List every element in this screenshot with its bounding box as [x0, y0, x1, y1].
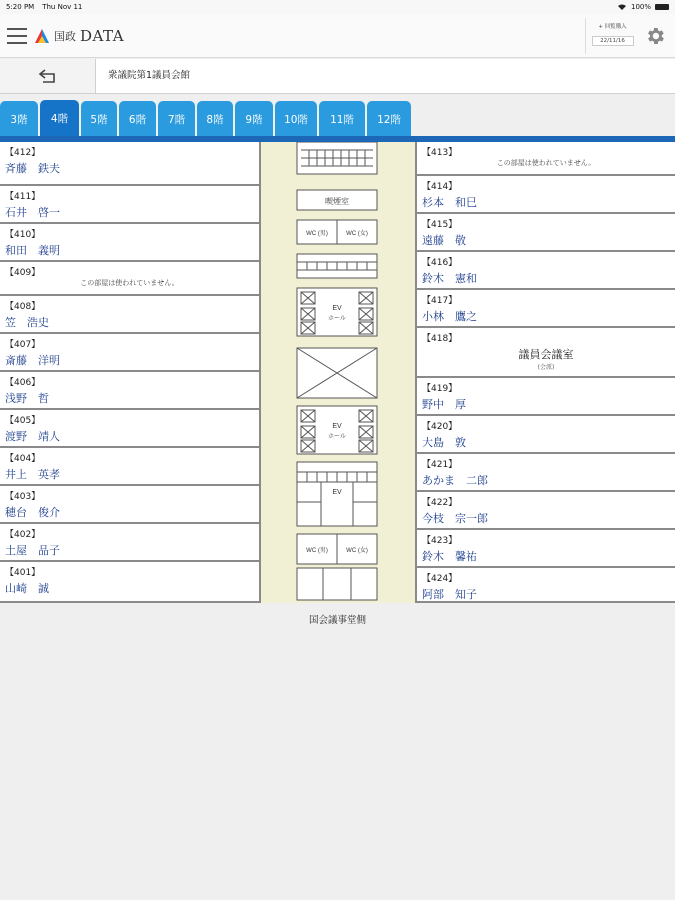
history-date: 22/11/16 [592, 36, 634, 46]
room-number: 【405】 [5, 416, 41, 426]
member-name: 大島 敦 [422, 436, 466, 449]
room-cell[interactable] [417, 214, 675, 252]
room-number: 【420】 [422, 422, 458, 432]
nav-bar [0, 59, 675, 94]
status-time: 5:20 PM [6, 3, 35, 11]
room-number: 【423】 [422, 536, 458, 546]
floor-tab[interactable]: 12階 [367, 101, 411, 137]
ev-label-2: EV [332, 423, 342, 430]
logo-text-en: DATA [80, 27, 125, 45]
room-cell[interactable] [417, 492, 675, 530]
room-number: 【406】 [5, 378, 41, 388]
floor-tab[interactable]: 9階 [235, 101, 273, 137]
app-header [0, 14, 675, 58]
member-name: 井上 英孝 [5, 468, 60, 481]
wifi-icon [617, 3, 627, 12]
room-number: 【412】 [5, 148, 41, 158]
room-cell[interactable] [0, 562, 259, 603]
room-number: 【414】 [422, 182, 458, 192]
room-number: 【424】 [422, 574, 458, 584]
battery-level: 100% [630, 3, 651, 11]
room-number: 【415】 [422, 220, 458, 230]
floor-tab[interactable]: 4階 [40, 100, 79, 137]
room-cell[interactable] [417, 252, 675, 290]
member-name: 斎藤 洋明 [5, 354, 60, 367]
meeting-room-label: 議員会議室 [518, 348, 574, 361]
room-number: 【421】 [422, 460, 458, 470]
floor-tab[interactable]: 8階 [197, 101, 233, 137]
member-name: あかま 二郎 [422, 474, 488, 487]
room-cell[interactable] [417, 328, 675, 378]
history-label: + 回覧購入 [598, 24, 627, 30]
building-core [261, 142, 415, 603]
logo-text-jp: 国政 [54, 30, 76, 43]
core-diagram [261, 142, 415, 603]
member-name: 笠 浩史 [5, 316, 49, 329]
member-name: 遠藤 敬 [422, 234, 466, 247]
room-cell[interactable] [417, 378, 675, 416]
member-name: 鈴木 憲和 [422, 272, 477, 285]
history-button[interactable] [585, 18, 639, 54]
page-title: 衆議院第1議員会館 [108, 70, 191, 81]
room-cell[interactable] [0, 334, 259, 372]
ev-hall-label-2: ホール [328, 434, 346, 440]
room-number: 【402】 [5, 530, 41, 540]
member-name: 山崎 誠 [5, 582, 49, 595]
hamburger-menu-icon[interactable] [7, 28, 27, 44]
member-name: 鈴木 馨祐 [422, 550, 477, 563]
room-number: 【418】 [422, 334, 458, 344]
floor-tab[interactable]: 6階 [119, 101, 156, 137]
room-number: 【413】 [422, 148, 458, 158]
wc-f-label-top: WC (女) [346, 231, 368, 237]
room-cell[interactable] [417, 416, 675, 454]
left-room-column [0, 142, 261, 603]
room-cell[interactable] [0, 448, 259, 486]
floor-plan [0, 142, 675, 603]
room-number: 【408】 [5, 302, 41, 312]
battery-icon [655, 4, 669, 10]
wc-m-label-bottom: WC (男) [306, 548, 328, 554]
member-name: 和田 義明 [5, 244, 60, 257]
room-cell[interactable] [417, 176, 675, 214]
floor-tab[interactable]: 3階 [0, 101, 38, 137]
storage-bottom [297, 568, 377, 600]
member-name: 浅野 哲 [5, 392, 49, 405]
floor-tab[interactable]: 7階 [158, 101, 195, 137]
floor-tabs [0, 101, 675, 137]
member-name: 土屋 品子 [5, 544, 60, 557]
member-name: 渡野 靖人 [5, 430, 60, 443]
room-cell[interactable] [0, 524, 259, 562]
wc-f-label-bottom: WC (女) [346, 548, 368, 554]
room-cell[interactable] [0, 186, 259, 224]
member-name: 小林 鷹之 [422, 310, 477, 323]
status-date: Thu Nov 11 [42, 3, 83, 11]
room-number: 【416】 [422, 258, 458, 268]
room-cell[interactable] [0, 142, 259, 186]
floor-tab[interactable]: 10階 [275, 101, 317, 137]
meeting-room-sub: (会派) [537, 364, 555, 371]
unused-notice: この部屋は使われていません。 [80, 279, 179, 287]
member-name: 斉藤 鉄夫 [5, 162, 60, 175]
member-name: 阿部 知子 [422, 588, 477, 601]
room-cell[interactable] [0, 410, 259, 448]
room-cell[interactable] [0, 224, 259, 262]
room-number: 【410】 [5, 230, 41, 240]
room-cell[interactable] [0, 262, 259, 296]
room-cell[interactable] [417, 142, 675, 176]
room-cell[interactable] [0, 486, 259, 524]
room-cell[interactable] [417, 530, 675, 568]
right-room-column [415, 142, 675, 603]
room-number: 【407】 [5, 340, 41, 350]
room-number: 【409】 [5, 268, 41, 278]
room-cell[interactable] [417, 568, 675, 603]
ev-label-1: EV [332, 305, 342, 312]
logo-triangle-icon [34, 28, 50, 44]
room-cell[interactable] [0, 296, 259, 334]
member-name: 石井 啓一 [5, 206, 60, 219]
room-cell[interactable] [417, 454, 675, 492]
app-logo [34, 27, 124, 45]
status-bar [0, 0, 675, 14]
back-button[interactable] [0, 59, 96, 93]
room-cell[interactable] [0, 372, 259, 410]
floor-tab[interactable]: 5階 [81, 101, 117, 137]
ev-label-3: EV [332, 489, 342, 496]
room-number: 【417】 [422, 296, 458, 306]
member-name: 穂台 俊介 [5, 506, 60, 519]
ev-hall-label-1: ホール [328, 316, 346, 322]
member-name: 野中 厚 [422, 398, 466, 411]
room-cell[interactable] [417, 290, 675, 328]
smoking-label: 喫煙室 [325, 197, 349, 206]
floor-tab[interactable]: 11階 [319, 101, 365, 137]
gear-icon[interactable] [644, 25, 666, 47]
room-number: 【401】 [5, 568, 41, 578]
orientation-label: 国会議事堂側 [308, 615, 366, 626]
member-name: 杉本 和巳 [422, 196, 477, 209]
room-number: 【403】 [5, 492, 41, 502]
room-number: 【404】 [5, 454, 41, 464]
room-number: 【411】 [5, 192, 41, 202]
wc-m-label-top: WC (男) [306, 231, 328, 237]
member-name: 今枝 宗一郎 [422, 512, 488, 525]
back-arrow-icon [37, 68, 59, 84]
room-number: 【422】 [422, 498, 458, 508]
room-number: 【419】 [422, 384, 458, 394]
unused-notice: この部屋は使われていません。 [496, 159, 596, 167]
